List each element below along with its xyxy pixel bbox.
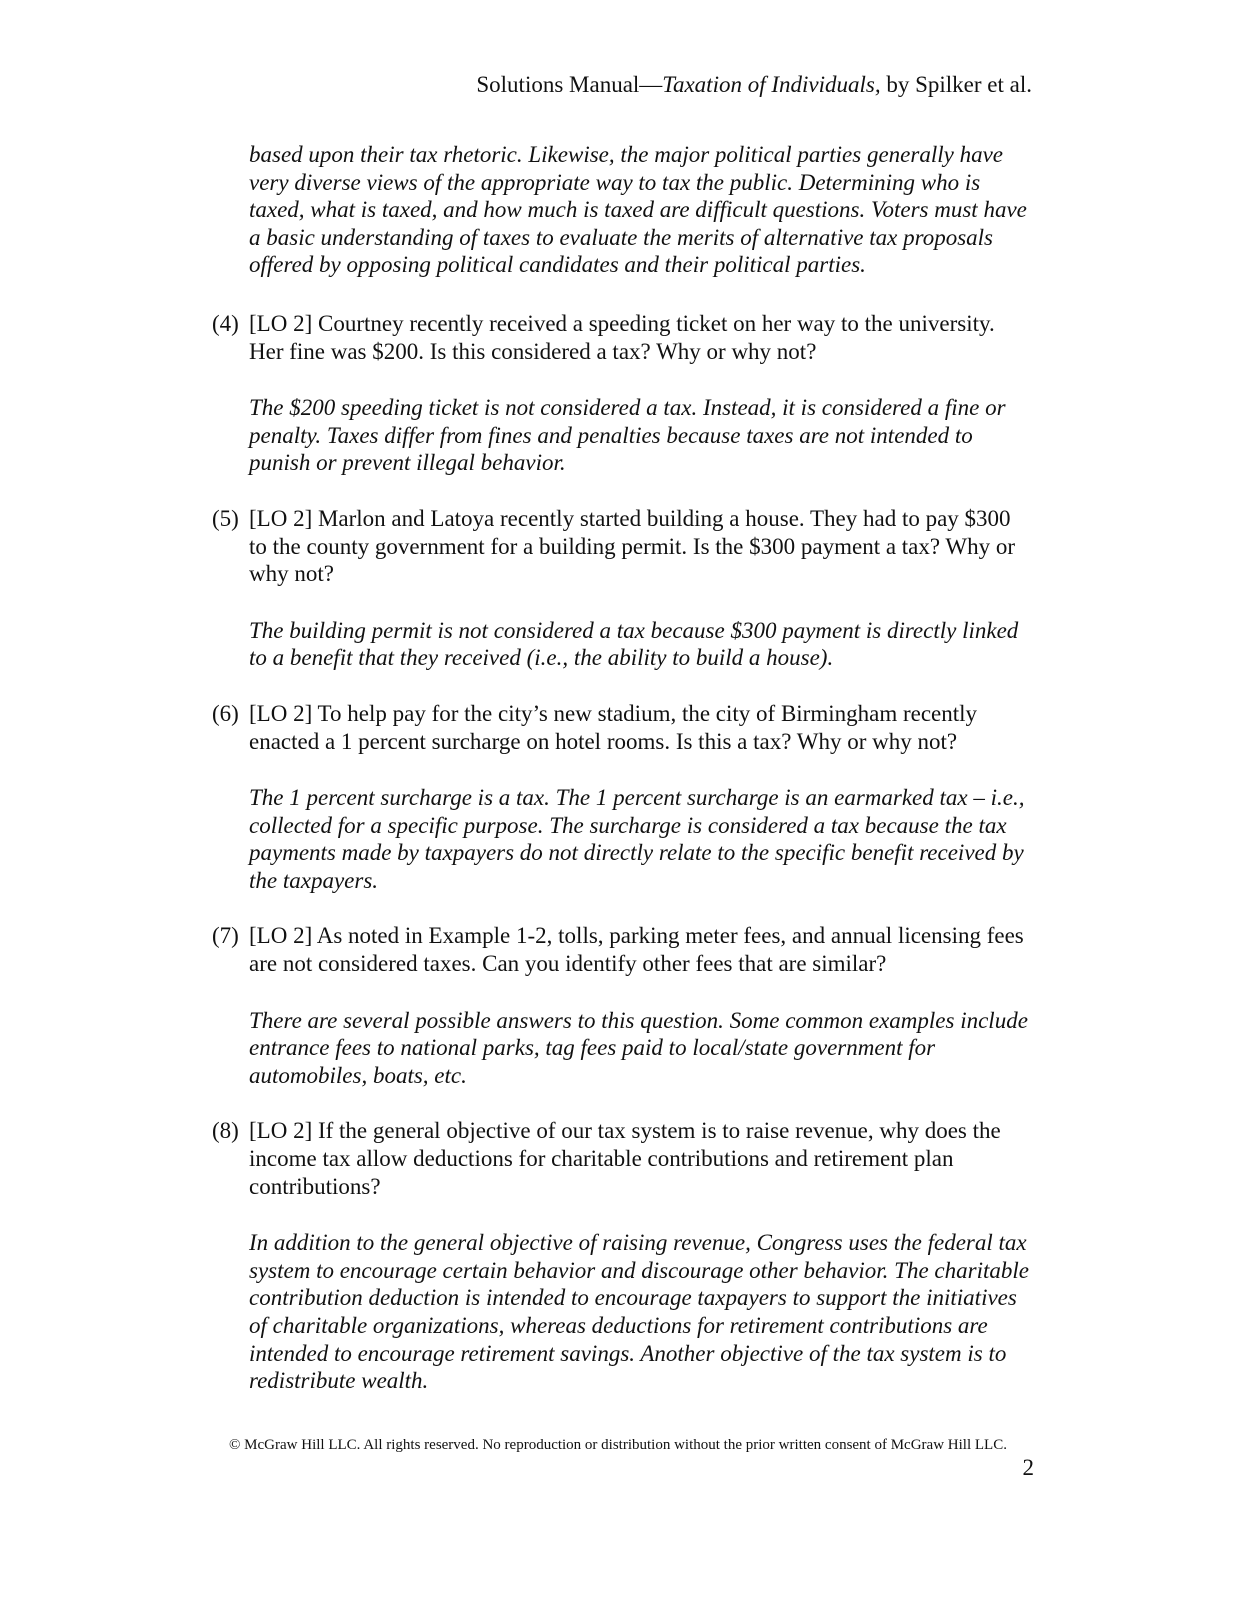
header-suffix: by Spilker et al. [880, 72, 1032, 97]
question-number: (4) [212, 310, 239, 336]
answer-5: The building permit is not considered a tax because $300 payment is directly linked to a benefit that they received (i.e., the ability to build a house). [249, 617, 1019, 671]
question-text: [LO 2] Courtney recently received a speeding ticket on her way to the university. Her fine was $200. Is this considered a tax? Why or why not? [249, 310, 995, 364]
question-number: (8) [212, 1118, 239, 1144]
question-text: [LO 2] As noted in Example 1-2, tolls, parking meter fees, and annual licensing fees are not considered taxes. Can you identify other fees that are similar? [249, 923, 1024, 977]
question-8 [212, 1117, 1032, 1200]
answer-7: There are several possible answers to this question. Some common examples include entrance fees to national parks, tag fees paid to local/state government for automobiles, boats, etc. [249, 1007, 1028, 1088]
answer-6: The 1 percent surcharge is a tax. The 1 percent surcharge is an earmarked tax – i.e., collected for a specific purpose. The surcharge is considered a tax because the tax payments made by taxpayers do not directly relate to the specific benefit received by the taxpayers. [249, 785, 1025, 893]
page-number: 2 [1022, 1455, 1034, 1480]
question-7 [212, 922, 1032, 977]
answer-4: The $200 speeding ticket is not considered a tax. Instead, it is considered a fine or penalty. Taxes differ from fines and penalties because taxes are not intended to punish or prevent illegal behavior. [249, 395, 1006, 476]
question-number: (5) [212, 505, 239, 531]
question-text: [LO 2] If the general objective of our tax system is to raise revenue, why does the income tax allow deductions for charitable contributions and retirement plan contributions? [249, 1118, 1001, 1199]
question-number: (7) [212, 923, 239, 949]
question-text: [LO 2] To help pay for the city’s new stadium, the city of Birmingham recently enacted a 1 percent surcharge on hotel rooms. Is this a tax? Why or why not? [249, 700, 978, 754]
question-5 [212, 505, 1032, 588]
header-prefix: Solutions Manual— [476, 72, 663, 97]
running-header [476, 70, 1032, 100]
copyright-footer: © McGraw Hill LLC. All rights reserved. No reproduction or distribution without the prior written consent of McGraw Hill LLC. [229, 1437, 1007, 1453]
question-4 [212, 310, 1032, 365]
header-book-title: Taxation of Individuals, [662, 72, 881, 97]
page-body [212, 141, 1032, 1423]
answer-8: In addition to the general objective of raising revenue, Congress uses the federal tax system to encourage certain behavior and discourage other behavior. The charitable contribution deduction is intended to encourage taxpayers to support the initiatives of charitable organizations, whereas deductions for retirement contributions are intended to encourage retirement savings. Another objective of the tax system is to redistribute wealth. [249, 1230, 1029, 1394]
question-6 [212, 700, 1032, 755]
question-text: [LO 2] Marlon and Latoya recently started building a house. They had to pay $300 to the county government for a building permit. Is the $300 payment a tax? Why or why not? [249, 505, 1016, 587]
intro-answer: based upon their tax rhetoric. Likewise, the major political parties generally have very diverse views of the appropriate way to tax the public. Determining who is taxed, what is taxed, and how much is taxed are difficult questions. Voters must have a basic understanding of taxes to evaluate the merits of alternative tax proposals offered by opposing political candidates and their political parties. [249, 142, 1027, 278]
question-number: (6) [212, 700, 239, 726]
